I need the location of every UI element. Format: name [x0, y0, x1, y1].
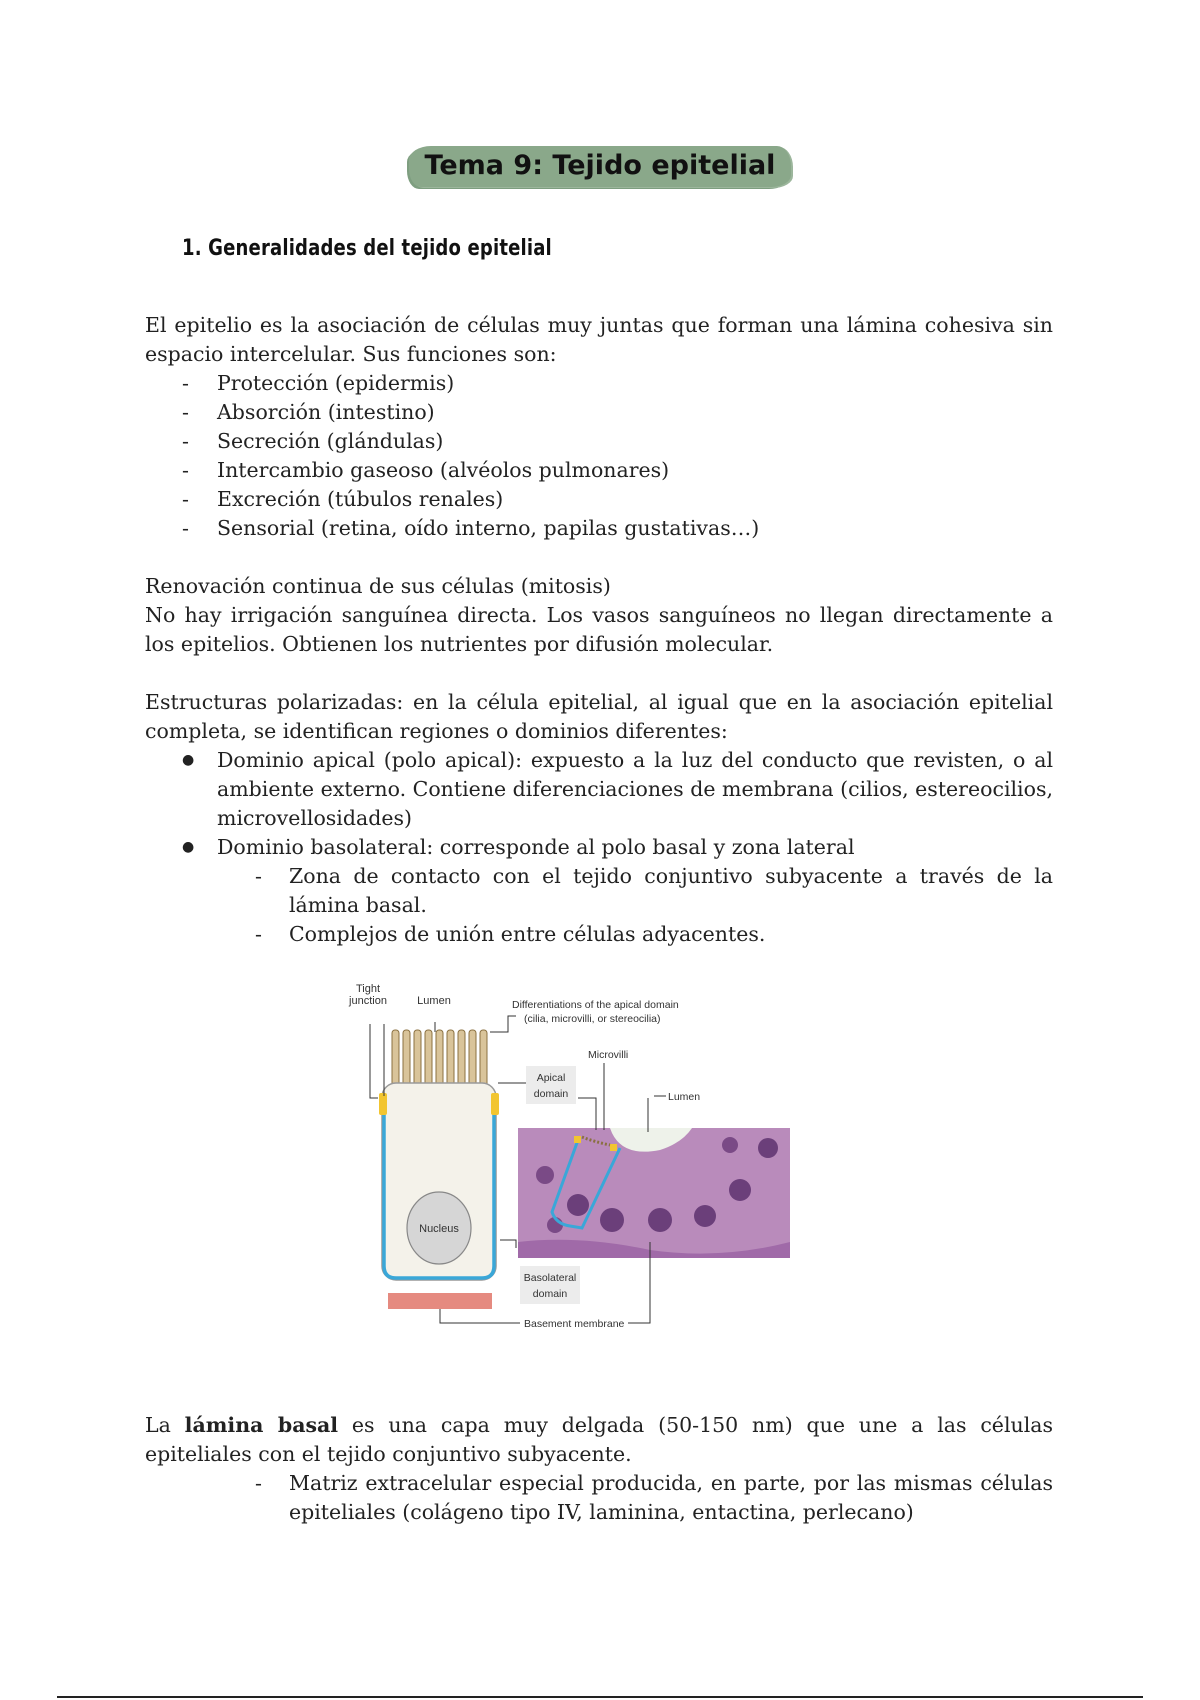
tight-junction-right — [491, 1093, 499, 1115]
list-item: - Absorción (intestino) — [182, 400, 435, 424]
list-item: - Complejos de unión entre células adyacentes. — [255, 922, 766, 946]
page-title: Tema 9: Tejido epitelial — [409, 146, 792, 187]
label-lumen-top: Lumen — [417, 995, 451, 1007]
label-lumen-right: Lumen — [668, 1091, 701, 1103]
label-nucleus: Nucleus — [419, 1223, 459, 1235]
irrigation-paragraph: No hay irrigación sanguínea directa. Los vasos sanguíneos no llegan directamente a los epitelios. Obtienen los nutrientes por difusión molecular. — [145, 603, 1053, 656]
polarized-paragraph: Estructuras polarizadas: en la célula epitelial, al igual que en la asociación epitelial completa, se identifican regiones o dominios diferentes: — [145, 690, 1053, 743]
lamina-sublist — [145, 1469, 1053, 1527]
epithelial-cell-diagram — [320, 980, 860, 1335]
body-block-2 — [145, 1411, 1053, 1527]
list-item: - Protección (epidermis) — [182, 371, 455, 395]
basement-membrane — [388, 1293, 492, 1309]
list-item: - Zona de contacto con el tejido conjuntivo subyacente a través de la lámina basal. — [255, 864, 1053, 917]
label-apical-domain-2: domain — [533, 1088, 569, 1100]
basolateral-sublist — [145, 862, 1053, 949]
label-basement-membrane: Basement membrane — [524, 1318, 625, 1330]
renewal-paragraph: Renovación continua de sus células (mitosis) — [145, 574, 611, 598]
label-microvilli: Microvilli — [588, 1049, 629, 1061]
label-tight-junction: Tight — [355, 983, 381, 995]
list-item: ● Dominio basolateral: corresponde al polo basal y zona lateral — [182, 835, 855, 859]
microvilli-brush-border — [392, 1030, 487, 1090]
list-item: - Matriz extracelular especial producida, en parte, por las mismas células epiteliales (colágeno tipo IV, laminina, entactina, perlecano) — [255, 1471, 1053, 1524]
label-basolateral-domain: Basolateral — [523, 1272, 577, 1284]
list-item: ● Dominio apical (polo apical): expuesto a la luz del conducto que revisten, o al ambiente externo. Contiene diferenciaciones de membrana (cilios, estereocilios, microvellosidades) — [182, 748, 1053, 830]
lamina-paragraph: La lámina basal es una capa muy delgada (50-150 nm) que une a las células epiteliales con el tejido conjuntivo subyacente. — [145, 1413, 1054, 1466]
body-block-1 — [145, 311, 1053, 949]
list-item: - Secreción (glándulas) — [182, 429, 444, 453]
list-item: - Excreción (túbulos renales) — [182, 487, 504, 511]
section-heading: 1. Generalidades del tejido epitelial — [182, 236, 552, 261]
list-item: - Sensorial (retina, oído interno, papilas gustativas…) — [182, 516, 760, 540]
tight-junction-left — [379, 1093, 387, 1115]
label-apical-domain: Apical — [536, 1072, 566, 1084]
label-basolateral-domain-2: domain — [532, 1288, 568, 1300]
page-bottom-rule — [57, 1696, 1143, 1698]
domains-list — [145, 746, 1053, 862]
label-tight-junction-2: junction — [349, 995, 387, 1007]
label-differentiations: Differentiations of the apical domain — [512, 999, 679, 1011]
histology-micrograph — [518, 1128, 790, 1258]
functions-list — [145, 369, 1053, 543]
intro-paragraph: El epitelio es la asociación de células muy juntas que forman una lámina cohesiva sin espacio intercelular. Sus funciones son: — [145, 313, 1053, 366]
list-item: - Intercambio gaseoso (alvéolos pulmonares) — [182, 458, 670, 482]
label-differentiations-2: (cilia, microvilli, or stereocilia) — [524, 1013, 661, 1025]
